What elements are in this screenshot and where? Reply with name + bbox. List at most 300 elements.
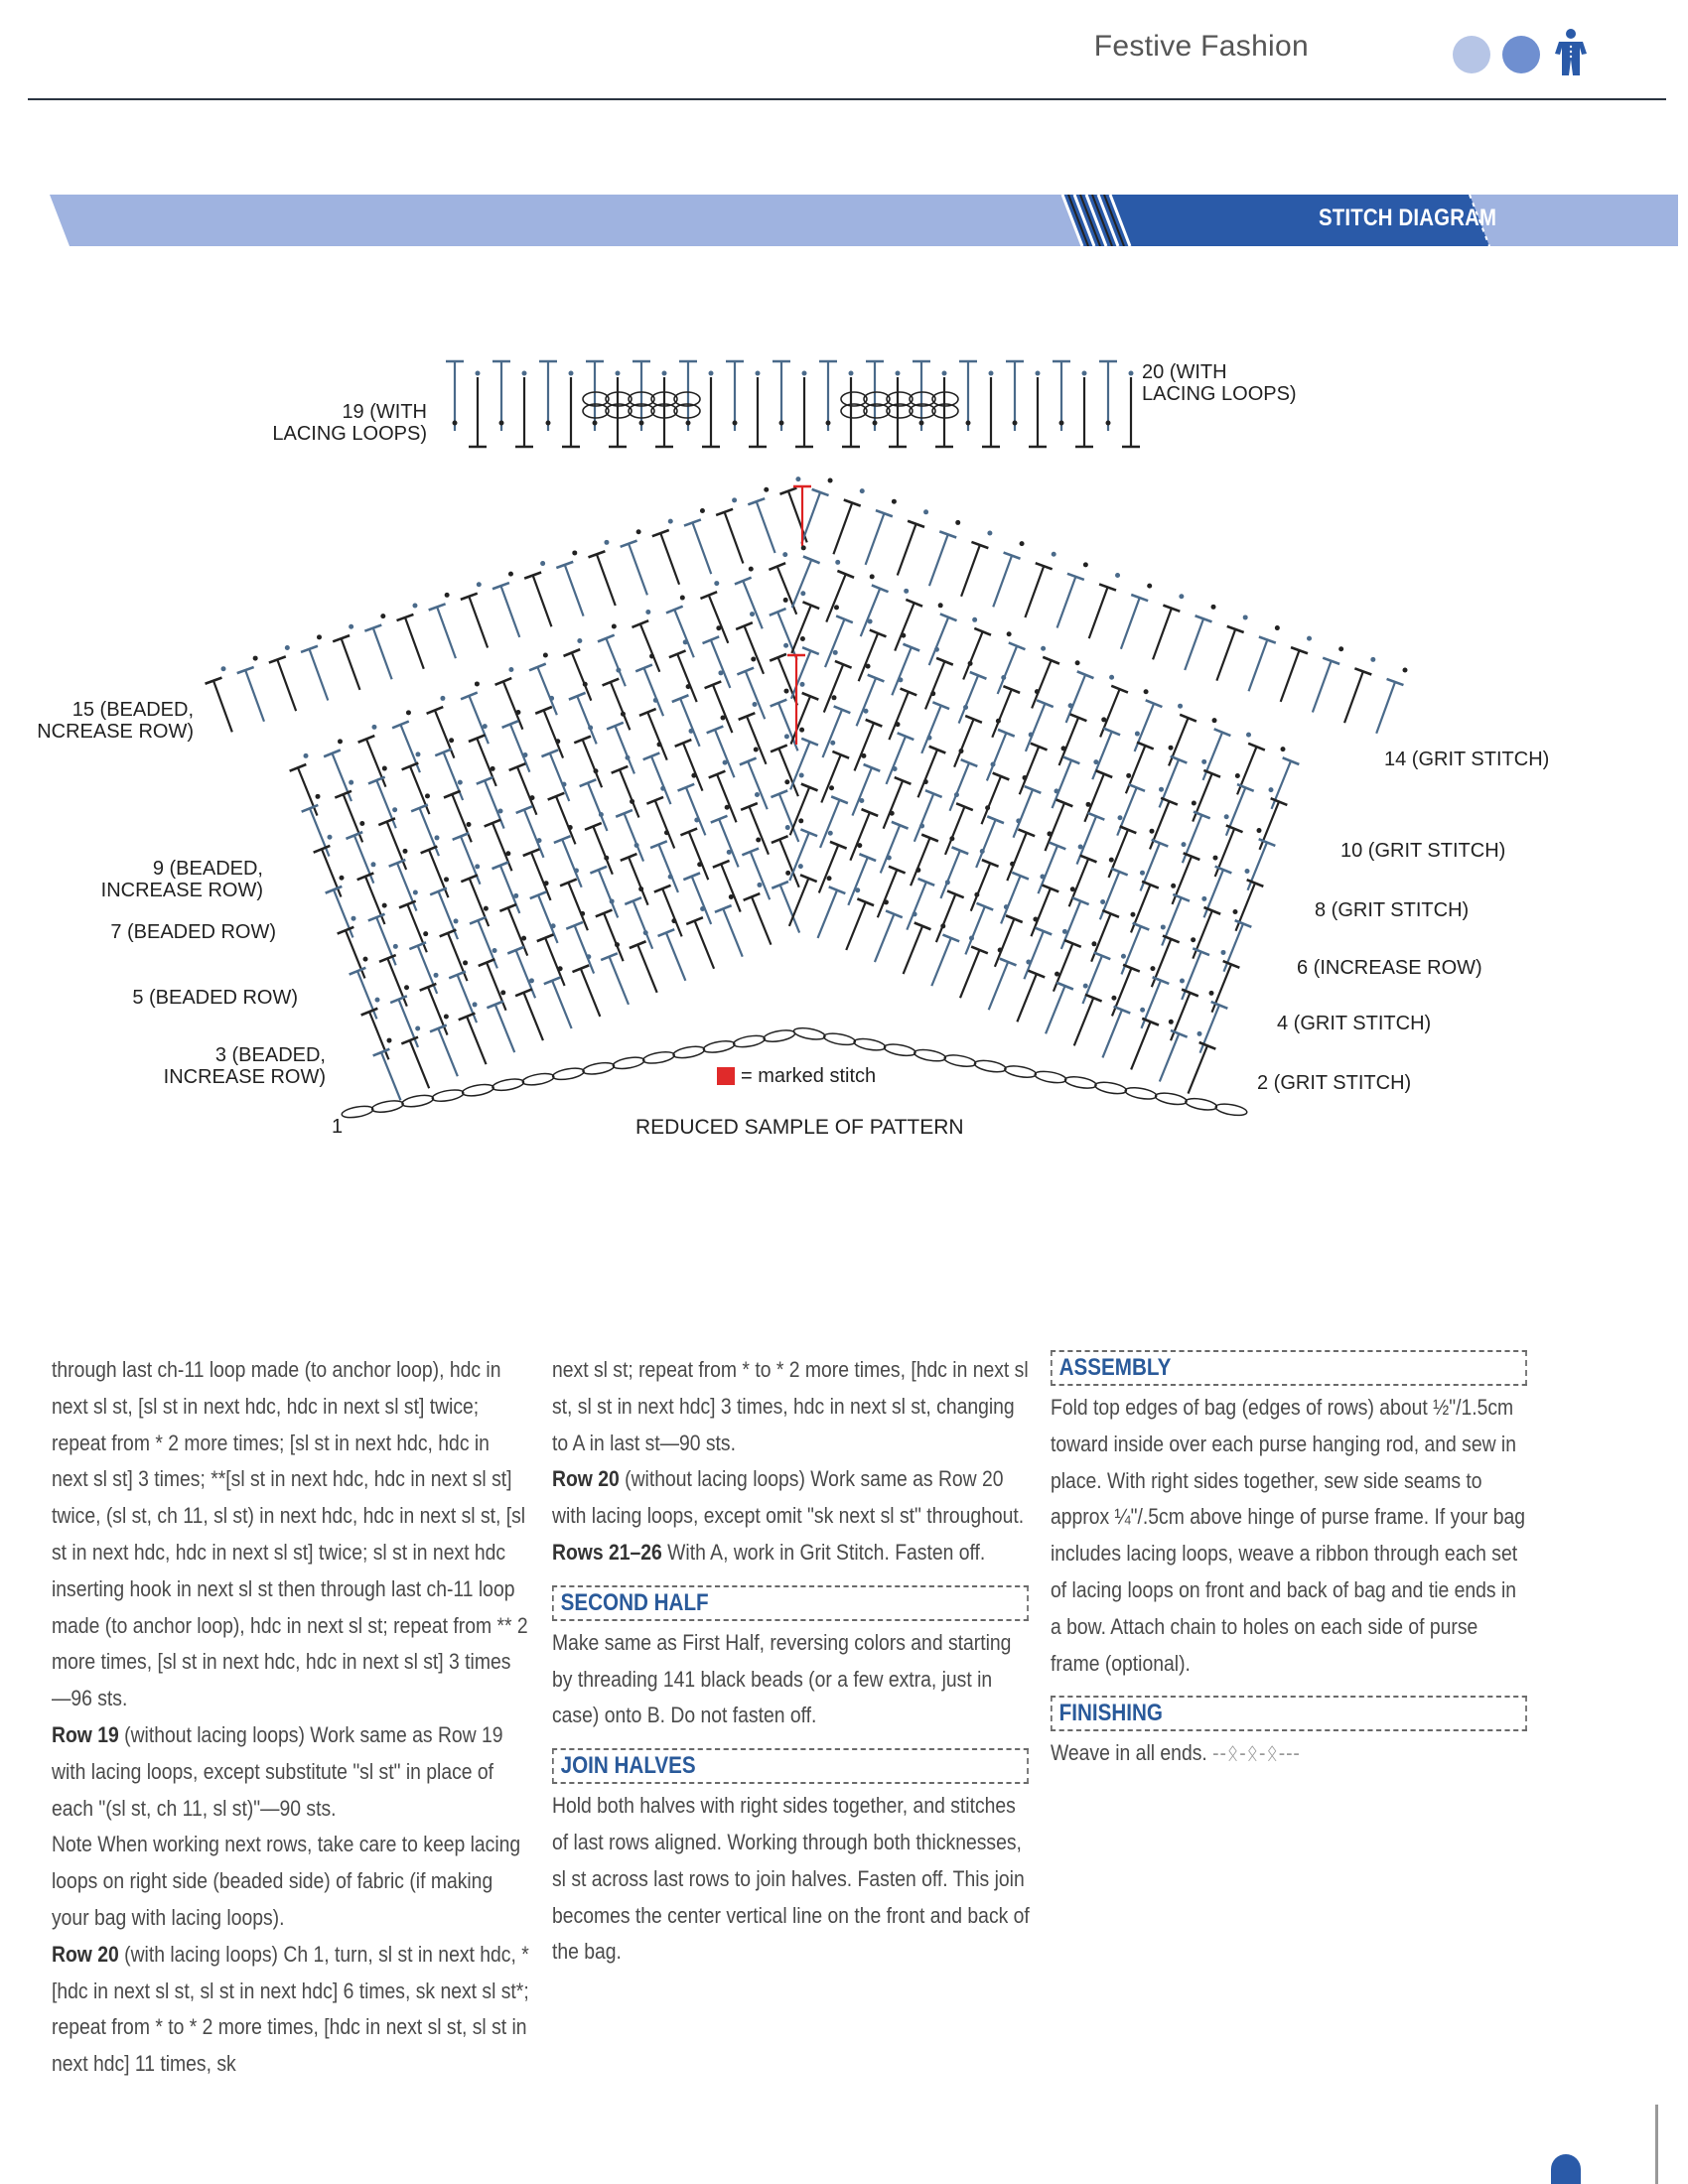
bead-dot <box>1075 660 1080 665</box>
hdc-stitch-symbol <box>792 557 820 609</box>
bead-dot <box>1281 747 1286 751</box>
bead-dot <box>1083 562 1088 567</box>
hdc-stitch-symbol <box>686 917 714 969</box>
hdc-stitch-symbol <box>749 377 767 447</box>
chain-stitch <box>1185 1097 1217 1112</box>
marked-stitch-swatch <box>717 1067 735 1085</box>
bead-dot <box>751 657 756 662</box>
bead-dot <box>1035 689 1040 694</box>
bead-dot <box>568 825 573 830</box>
hdc-stitch-symbol <box>705 681 733 733</box>
hdc-stitch-symbol <box>739 713 767 764</box>
bead-dot <box>1147 584 1152 589</box>
bead-dot <box>338 739 343 744</box>
hdc-stitch-symbol <box>825 615 853 667</box>
bead-dot <box>544 881 549 886</box>
bead-dot <box>445 593 450 598</box>
bead-dot <box>893 766 898 771</box>
bead-dot <box>508 572 513 577</box>
bead-dot <box>1192 800 1196 805</box>
hdc-stitch-symbol <box>715 905 743 957</box>
chain-stitch <box>552 1066 585 1081</box>
bead-dot <box>580 911 585 916</box>
bead-dot <box>968 661 973 666</box>
hdc-stitch-symbol <box>992 686 1020 738</box>
bead-dot <box>505 851 510 856</box>
hdc-stitch-symbol <box>529 664 557 716</box>
bead-dot <box>783 598 788 603</box>
bead-dot <box>1121 954 1126 959</box>
bead-dot <box>1026 960 1031 965</box>
bead-dot <box>638 887 643 891</box>
bead-dot <box>799 773 804 778</box>
sl-st-dot <box>662 371 667 376</box>
bead-dot <box>1047 831 1052 836</box>
hdc-stitch-symbol <box>639 709 667 760</box>
bead-dot <box>864 709 869 714</box>
label-row-15: 15 (BEADED, NCREASE ROW) <box>37 699 194 743</box>
bead-dot <box>828 831 833 836</box>
hdc-stitch-symbol <box>833 500 860 555</box>
bead-dot <box>1307 636 1312 641</box>
chain-stitch <box>763 1028 795 1043</box>
bead-dot <box>896 722 901 727</box>
hdc-stitch-symbol <box>401 1037 429 1089</box>
chain-stitch <box>1004 1064 1037 1079</box>
bead-dot <box>594 768 599 773</box>
chain-stitch <box>943 1053 976 1068</box>
hdc-stitch-symbol <box>601 953 629 1005</box>
bead-dot <box>375 998 380 1003</box>
hdc-stitch-symbol <box>998 642 1026 694</box>
sl-st-dot <box>522 371 527 376</box>
bead-dot <box>500 990 505 995</box>
bead-dot <box>1093 759 1098 764</box>
bead-dot <box>316 794 321 799</box>
chain-stitch <box>371 1099 404 1114</box>
bead-dot <box>915 868 920 873</box>
chain-stitch <box>642 1050 675 1065</box>
hdc-stitch-symbol <box>820 796 848 848</box>
hdc-stitch-symbol <box>621 854 648 905</box>
chain-stitch <box>733 1033 766 1048</box>
row-heading: Row 19 <box>52 1721 119 1747</box>
sl-st-dot <box>639 421 644 426</box>
bead-dot <box>800 682 805 687</box>
bead-dot <box>540 561 545 566</box>
bead-dot <box>577 638 582 643</box>
hdc-stitch-symbol <box>515 989 543 1040</box>
text-column-3 <box>1051 1352 1529 1772</box>
bead-dot <box>1370 657 1375 662</box>
bead-dot <box>784 779 789 784</box>
bead-dot <box>221 666 226 671</box>
bead-dot <box>901 633 906 638</box>
hdc-stitch-symbol <box>713 861 741 912</box>
bead-dot <box>714 581 719 586</box>
bead-dot <box>1070 887 1075 891</box>
bead-dot <box>649 653 654 658</box>
hdc-stitch-symbol <box>630 941 657 993</box>
hdc-stitch-symbol <box>884 777 912 829</box>
bead-dot <box>683 639 688 644</box>
hdc-stitch-symbol <box>819 842 847 893</box>
bead-dot <box>1078 845 1083 850</box>
hdc-stitch-symbol <box>678 784 706 836</box>
bead-dot <box>317 634 322 639</box>
bead-dot <box>732 497 737 502</box>
hdc-stitch-symbol <box>929 531 956 586</box>
sl-st-dot <box>919 421 924 426</box>
bead-dot <box>832 695 837 700</box>
bead-dot <box>467 822 472 827</box>
hdc-stitch-symbol <box>907 879 934 930</box>
hdc-stitch-symbol <box>790 784 818 836</box>
bead-dot <box>475 864 480 869</box>
hdc-stitch-symbol <box>848 854 876 905</box>
bead-dot <box>785 871 790 876</box>
bead-dot <box>987 531 992 536</box>
bead-dot <box>1111 996 1116 1001</box>
sl-st-dot <box>802 371 807 376</box>
hdc-stitch-symbol <box>866 510 893 565</box>
bead-dot <box>972 617 977 622</box>
hdc-stitch-symbol <box>960 947 988 999</box>
bead-dot <box>1235 773 1240 778</box>
bead-dot <box>934 647 939 652</box>
row-heading: Row 20 <box>552 1466 620 1492</box>
section-title: Festive Fashion <box>1093 30 1309 63</box>
hdc-stitch-symbol <box>655 377 673 447</box>
hdc-stitch-symbol <box>430 1025 458 1077</box>
bead-dot <box>668 875 673 880</box>
bead-dot <box>721 715 726 720</box>
bead-dot <box>1023 775 1028 780</box>
hdc-stitch-symbol <box>1001 873 1029 924</box>
bead-dot <box>484 906 489 911</box>
hdc-stitch-symbol <box>632 620 659 672</box>
hdc-stitch-symbol <box>269 656 296 711</box>
paragraph <box>552 1461 1031 1535</box>
bead-dot <box>412 604 417 609</box>
hdc-stitch-symbol <box>748 498 774 553</box>
bead-dot <box>1209 991 1214 996</box>
hdc-stitch-symbol <box>875 910 903 962</box>
chain-stitch <box>1064 1075 1097 1090</box>
bead-dot <box>508 667 513 672</box>
hdc-stitch-symbol <box>918 747 946 798</box>
hdc-stitch-symbol <box>603 679 631 731</box>
hdc-stitch-symbol <box>333 635 359 690</box>
bead-dot <box>498 809 503 814</box>
hdc-stitch-symbol <box>790 739 818 790</box>
hdc-stitch-symbol <box>535 707 563 758</box>
hdc-stitch-symbol <box>842 377 860 447</box>
hdc-stitch-symbol <box>945 803 973 855</box>
bead-dot <box>949 836 954 841</box>
bead-dot <box>382 903 387 908</box>
bead-dot <box>653 698 658 703</box>
bead-dot <box>604 540 609 545</box>
label-row-3: 3 (BEADED, INCREASE ROW) <box>163 1044 326 1088</box>
hdc-stitch-symbol <box>1074 995 1102 1046</box>
bead-dot <box>1201 759 1206 764</box>
bead-dot <box>1061 746 1066 751</box>
hdc-stitch-symbol <box>929 614 957 665</box>
bead-dot <box>923 779 928 784</box>
hdc-stitch-symbol <box>658 929 686 981</box>
hdc-stitch-symbol <box>569 693 597 745</box>
bead-dot <box>1052 552 1056 557</box>
hdc-stitch-symbol <box>936 890 964 942</box>
hdc-stitch-symbol <box>965 903 993 955</box>
label-row-20: 20 (WITH LACING LOOPS) <box>1142 361 1297 405</box>
hdc-stitch-symbol <box>821 751 849 803</box>
bead-dot <box>444 877 449 882</box>
hdc-stitch-symbol <box>982 377 1000 447</box>
bead-dot <box>491 766 495 771</box>
hdc-stitch-symbol <box>716 509 743 564</box>
bead-dot <box>828 478 833 482</box>
bead-dot <box>1211 605 1216 610</box>
bead-dot <box>549 696 554 701</box>
bead-dot <box>425 793 430 798</box>
bead-dot <box>636 529 641 534</box>
chain-stitch <box>1034 1069 1066 1084</box>
hdc-stitch-symbol <box>772 882 799 933</box>
hdc-stitch-symbol <box>1007 829 1035 881</box>
bead-dot <box>473 1002 478 1007</box>
bead-dot <box>404 985 409 990</box>
bead-dot <box>1007 631 1012 636</box>
snowsuit-figure-icon <box>1551 28 1591 77</box>
bead-dot <box>1001 675 1006 680</box>
hdc-stitch-symbol <box>616 810 643 862</box>
bead-dot <box>616 668 621 673</box>
bead-dot <box>827 876 832 881</box>
bead-dot <box>799 728 804 733</box>
bead-dot <box>718 670 723 675</box>
bead-dot <box>392 807 397 812</box>
hdc-stitch-symbol <box>590 867 618 918</box>
banner-label: STITCH DIAGRAM <box>1319 205 1497 231</box>
bead-dot <box>689 729 694 734</box>
section-heading-finishing: FINISHING <box>1051 1696 1527 1731</box>
bead-dot <box>1169 1020 1174 1024</box>
chain-stitch <box>974 1058 1007 1073</box>
bead-dot <box>904 589 909 594</box>
hdc-stitch-symbol <box>1026 700 1054 751</box>
hdc-stitch-symbol <box>580 779 608 831</box>
bead-dot <box>328 835 333 840</box>
hdc-stitch-symbol <box>935 377 953 447</box>
bead-dot <box>859 798 864 803</box>
hdc-stitch-symbol <box>469 377 487 447</box>
bead-dot <box>801 545 806 550</box>
hdc-stitch-symbol <box>795 377 813 447</box>
bead-dot <box>483 724 488 729</box>
hdc-stitch-symbol <box>1032 657 1059 709</box>
bead-dot <box>1115 573 1120 578</box>
bead-dot <box>645 610 650 614</box>
bead-dot <box>1144 689 1149 694</box>
diagram-legend <box>717 1065 876 1088</box>
paragraph-text: (without lacing loops) Work same as Row 19 with lacing loops, except substitute "sl st" in place of each "(sl st, ch 11, sl st)"—90 sts. <box>52 1721 503 1821</box>
bead-dot <box>927 736 932 741</box>
bead-dot <box>340 876 345 881</box>
stitch-diagram-banner <box>50 195 1678 246</box>
hdc-stitch-symbol <box>598 635 626 687</box>
chain-stitch <box>853 1037 886 1052</box>
bead-dot <box>1275 625 1280 630</box>
hdc-stitch-symbol <box>895 600 922 651</box>
hdc-stitch-symbol <box>1075 377 1093 447</box>
bead-dot <box>1201 896 1206 901</box>
bead-dot <box>1150 966 1155 971</box>
paragraph-text: (with lacing loops) Ch 1, turn, sl st in next hdc, *[hdc in next sl st, sl st in next hdc] 6 times, sk next sl st*; repeat from * to * 2 more times, [hdc in next sl st, sl st in next hdc] 11 times, sk <box>52 1941 529 2077</box>
paragraph-text: (without lacing loops) Work same as Row 20 with lacing loops, except omit "sk next sl st" throughout. <box>552 1466 1025 1529</box>
bead-dot <box>1140 1008 1145 1013</box>
bead-dot <box>680 596 685 601</box>
bead-dot <box>599 812 604 817</box>
hdc-stitch-symbol <box>740 758 768 810</box>
bead-dot <box>938 603 943 608</box>
bead-dot <box>1180 979 1185 984</box>
bead-dot <box>1213 856 1218 861</box>
bead-dot <box>555 739 560 744</box>
bead-dot <box>604 856 609 861</box>
bead-dot <box>371 725 376 730</box>
bead-dot <box>756 837 761 842</box>
hdc-stitch-symbol <box>574 737 602 788</box>
hdc-stitch-symbol <box>771 700 798 751</box>
stitch-diagram <box>0 328 1688 1181</box>
bead-dot <box>800 591 805 596</box>
hdc-stitch-symbol <box>487 1002 514 1053</box>
chain-stitch <box>341 1104 373 1119</box>
bead-dot <box>521 936 526 941</box>
bead-dot <box>477 582 482 587</box>
header-divider <box>28 98 1666 100</box>
label-row-7: 7 (BEADED ROW) <box>110 921 276 943</box>
bead-dot <box>1118 815 1123 820</box>
bead-dot <box>1246 733 1251 738</box>
bead-dot <box>727 850 732 855</box>
bead-dot <box>634 843 639 848</box>
bead-dot <box>1257 828 1262 833</box>
hdc-stitch-symbol <box>654 886 682 937</box>
bead-dot <box>1403 668 1408 673</box>
sl-st-dot <box>1082 371 1087 376</box>
hdc-stitch-symbol <box>572 965 600 1017</box>
note-paragraph: Note When working next rows, take care to keep lacing loops on right side (beaded side) of fabric (if making your bag with lacing loops). <box>52 1832 521 1930</box>
bead-dot <box>749 567 754 572</box>
sl-st-dot <box>569 371 574 376</box>
hdc-stitch-symbol <box>621 541 647 596</box>
bead-dot <box>1091 941 1096 946</box>
bead-dot <box>991 762 996 767</box>
bead-dot <box>558 966 563 971</box>
sl-st-dot <box>686 421 691 426</box>
bead-dot <box>725 805 730 810</box>
chain-stitch <box>492 1077 524 1092</box>
bead-dot <box>551 923 556 928</box>
bead-dot <box>1161 924 1166 929</box>
sl-st-dot <box>1036 371 1041 376</box>
paragraph <box>1051 1735 1529 1772</box>
bead-dot <box>829 785 834 790</box>
hdc-stitch-symbol <box>683 873 711 924</box>
label-row-2: 2 (GRIT STITCH) <box>1257 1072 1412 1094</box>
bead-dot <box>795 477 800 481</box>
bead-dot <box>352 916 356 921</box>
bead-dot <box>923 509 928 514</box>
bead-dot <box>890 811 895 816</box>
sl-st-dot <box>476 371 481 376</box>
bead-dot <box>757 883 762 887</box>
hdc-stitch-symbol <box>1025 563 1052 617</box>
hdc-stitch-symbol <box>364 625 391 680</box>
sl-st-dot <box>453 421 458 426</box>
hdc-stitch-symbol <box>1121 595 1148 649</box>
bead-dot <box>304 753 309 758</box>
chain-stitch <box>1094 1080 1127 1095</box>
hdc-stitch-symbol <box>963 628 991 680</box>
bead-dot <box>834 605 839 610</box>
bead-dot <box>1040 874 1045 879</box>
hdc-stitch-symbol <box>711 816 739 868</box>
bead-dot <box>434 973 439 978</box>
hdc-stitch-symbol <box>861 585 889 636</box>
paragraph <box>52 1937 530 2083</box>
hdc-stitch-symbol <box>914 790 942 842</box>
row-heading: Row 20 <box>52 1941 119 1967</box>
hdc-stitch-symbol <box>1160 1030 1188 1082</box>
hdc-stitch-symbol <box>560 880 588 931</box>
bead-dot <box>754 747 759 751</box>
bead-dot <box>861 753 866 758</box>
bead-dot <box>868 618 873 623</box>
sl-st-dot <box>733 421 738 426</box>
bead-dot <box>615 942 620 947</box>
paragraph-text: With A, work in Grit Stitch. Fasten off. <box>661 1539 986 1565</box>
bead-dot <box>423 931 428 936</box>
hdc-stitch-symbol <box>554 836 582 887</box>
hdc-stitch-symbol <box>650 841 678 892</box>
bead-dot <box>784 689 789 694</box>
bead-dot <box>1020 541 1025 546</box>
chain-stitch <box>672 1044 705 1059</box>
bead-dot <box>694 817 699 822</box>
hdc-stitch-symbol <box>771 746 798 797</box>
hdc-stitch-symbol <box>1153 606 1180 660</box>
hdc-stitch-symbol <box>744 893 772 945</box>
hdc-stitch-symbol <box>887 733 914 784</box>
bead-dot <box>870 574 875 579</box>
sl-st-dot <box>593 421 598 426</box>
bead-dot <box>492 948 497 953</box>
bead-dot <box>612 624 617 629</box>
hdc-stitch-symbol <box>1249 636 1276 691</box>
hdc-stitch-symbol <box>675 740 703 791</box>
bead-dot <box>686 684 691 689</box>
hdc-stitch-symbol <box>950 759 978 811</box>
hdc-stitch-symbol <box>585 823 613 875</box>
hdc-stitch-symbol <box>397 614 424 669</box>
bead-dot <box>1212 718 1217 723</box>
hdc-stitch-symbol <box>1046 983 1073 1034</box>
hdc-stitch-symbol <box>1102 1007 1130 1058</box>
